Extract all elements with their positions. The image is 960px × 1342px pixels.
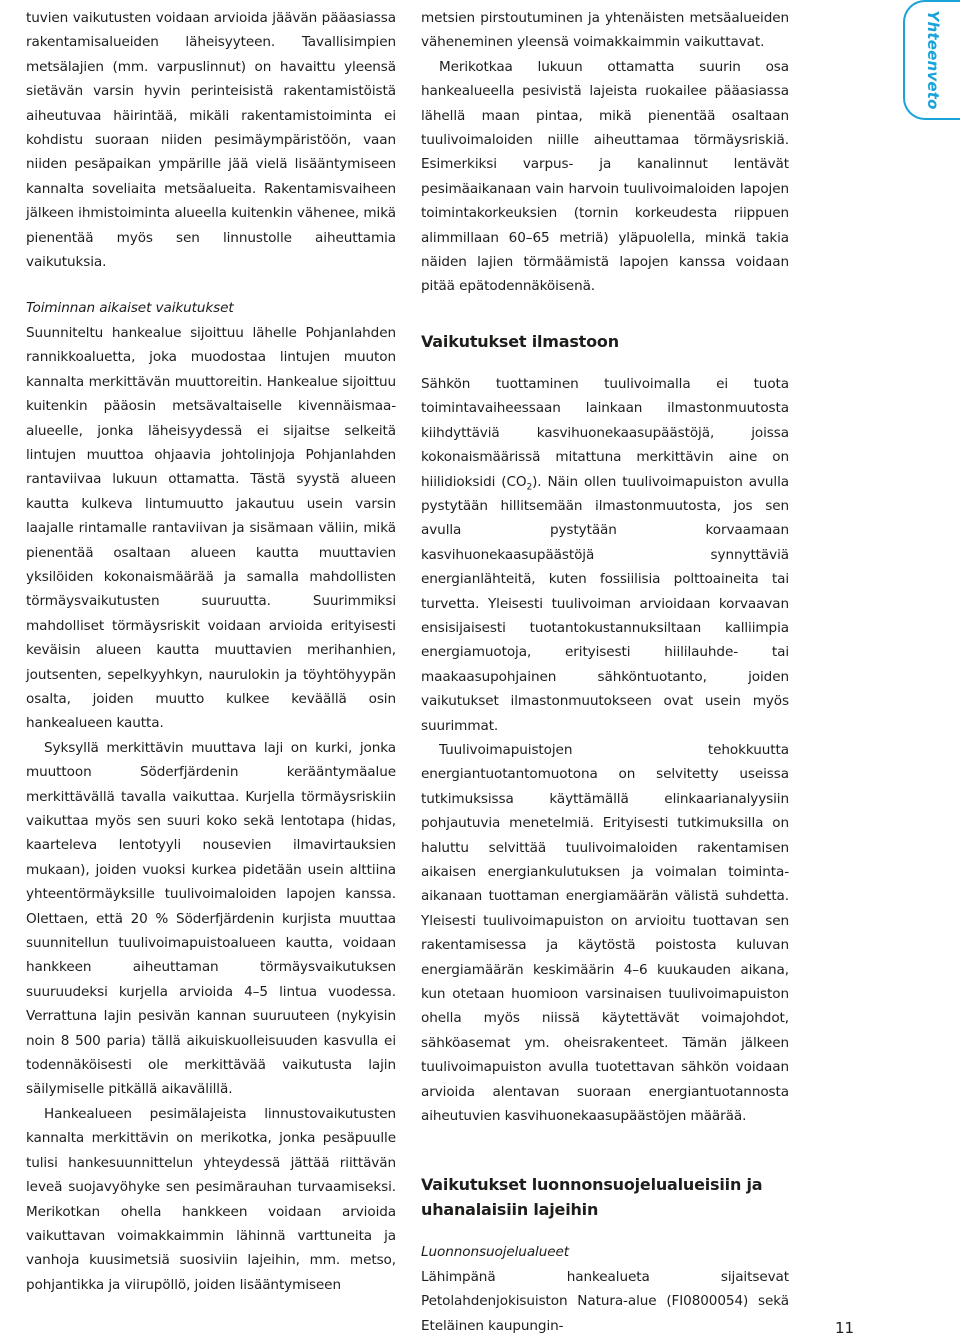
section-heading: Vaikutukset ilmastoon: [421, 331, 619, 351]
paragraph-text: Sähkön tuottaminen tuulivoimalla ei tuota toimintavaiheessaan lainkaan ilmastonmuutosta kiihdyttäviä kasvihuonekaasupäästöjä, joissa kokonaismäärissä mitattuna merkittävin aine on hiilidioksidi (CO: [421, 375, 789, 490]
paragraph: [421, 372, 789, 738]
paragraph: Hankealueen pesimälajeista linnustovaikutusten kannalta merkittävin on merikotka, jonka pesäpuulle tulisi hankesuunnittelun yhteydessä jättää riittävän leveä suojavyöhyke sen pesimärauhan turvaamiseksi. Merikotkan ohella hankkeen voidaan arvioida vaikuttavan voimakkaimmin lähinnä varttuneita ja vanhoja kuusimetsiä suosiviin lajeihin, mm. metso, pohjantikka ja viirupöllö, joiden lisääntymiseen: [26, 1105, 396, 1293]
section-tab-yhteenveto[interactable]: [903, 0, 960, 120]
paragraph: Suunniteltu hankealue sijoittuu lähelle Pohjanlahden rannikkoaluetta, joka muodostaa lintujen muuton kannalta merkittävän muuttoreitin. Hankealue sijoittuu kuitenkin pääosin metsävaltaiselle kivennäismaa-alueelle, jonka läheisyydessä ei sijaitse selkeitä lintujen muuttoa ohjaavia johtolinjoja Pohjanlahden rantaviivaa lukuun ottamatta. Tästä syystä alueen kautta kulkeva lintumuutto jakautuu usein varsin laajalle rintamalle rantaviivan ja sisämaan väliin, mikä pienentää osaltaan alueen kautta muuttavien yksilöiden kokonaismäärää ja samalla mahdollisten törmäysvaikutusten suuruutta. Suurimmiksi mahdolliset törmäysriskit voidaan arvioida erityisesti keväisin alueen kautta muuttavien merihanhien, joutsenten, sepelkyyhkyn, naurulokin ja töyhtöhyypän osalta, joiden muutto kulkee keväällä osin hankealueen kautta.: [26, 324, 396, 732]
paragraph: Merikotkaa lukuun ottamatta suurin osa hankealueella pesivistä lajeista ruokailee pääasiassa lähellä maan pintaa, mikä pienentää osaltaan tuulivoimaloiden niille aiheuttamaa törmäysriskiä. Esimerkiksi varpus- ja kanalinnut lentävät pesimäaikanaan vain harvoin tuulivoimaloiden lapojen toimintakorkeuksien (tornin korkeudesta riippuen alimmillaan 60–65 metriä) yläpuolella, minkä takia näiden lajien törmäämistä lapojen kanssa voidaan pitää epätodennäköisenä.: [421, 58, 789, 295]
left-column: [26, 6, 396, 1297]
sub-heading: Luonnonsuojelualueet: [421, 1244, 569, 1261]
section-tab-label: Yhteenveto: [923, 10, 942, 110]
paragraph: Tuulivoimapuistojen tehokkuutta energiantuotantomuotona on selvitetty useissa tutkimuksissa käyttämällä elinkaarianalyysiin pohjautuvia menetelmiä. Erityisesti tutkimuksilla on haluttu selvittää tuulivoimaloiden rakentamisen aikaisen energiankulutuksen ja voimalan toiminta-aikanaan tuottaman energiamäärän välistä suhdetta. Yleisesti tuulivoimapuiston on arvioitu tuottavan sen rakentamisessa ja käytöstä poistosta kuluvan energiamäärän keskimäärin 4–6 kuukauden aikana, kun otetaan huomioon varsinaisen tuulivoimapuiston ohella myös niissä käytettävät voimajohdot, sähköasemat ym. oheisrakenteet. Tämän jälkeen tuulivoimapuiston avulla tuotettavan sähkön voidaan arvioida alentavan suoraan energiantuotannosta aiheutuvien kasvihuonekaasupäästöjen määrää.: [421, 741, 789, 1125]
page-number: 11: [835, 1319, 855, 1337]
section-heading: Vaikutukset luonnonsuojelualueisiin ja uhanalaisiin lajeihin: [421, 1175, 763, 1220]
paragraph: tuvien vaikutusten voidaan arvioida jäävän pääasiassa rakentamisalueiden läheisyyteen. Tavallisimpien metsälajien (mm. varpuslinnut) on havaittu yleensä sietävän varsin hyvin perinteisistä rakentamistöistä aiheutuvaa häirintää, mikäli rakentamistoiminta ei kohdistu suoraan niiden pesimäympäristöön, vaan niiden pesäpaikan ympärille jää vielä lisääntymiseen kannalta soveliaita metsäalueita. Rakentamisvaiheen jälkeen ihmistoiminta alueella kuitenkin vähenee, mikä pienentää myös sen linnustolle aiheuttamia vaikutuksia.: [26, 10, 396, 271]
right-column: [421, 6, 789, 1338]
paragraph: metsien pirstoutuminen ja yhtenäisten metsäalueiden väheneminen yleensä voimakkaimmin vaikuttavat.: [421, 10, 789, 51]
paragraph: Lähimpänä hankealueta sijaitsevat Petolahdenjokisuiston Natura-alue (FI0800054) sekä Eteläinen kaupungin-: [421, 1268, 789, 1334]
paragraph-text: ). Näin ollen tuulivoimapuiston avulla pystytään hillitsemään ilmastonmuutosta, jos sen avulla pystytään korvaamaan kasvihuonekaasupäästöjä synnyttäviä energianlähteitä, kuten fossiilisia polttoaineita tai turvetta. Yleisesti tuulivoiman arvioidaan korvaavan ensisijaisesti tuotantokustannuksiltaan kalliimpia energiamuotoja, erityisesti hiililauhde- tai maakaasupohjainen sähköntuotanto, joiden vaikutukset ilmastonmuutokseen ovat usein myös suurimmat.: [421, 473, 789, 734]
sub-heading: Toiminnan aikaiset vaikutukset: [26, 300, 234, 317]
paragraph: Syksyllä merkittävin muuttava laji on kurki, jonka muuttoon Söderfjärdenin kerääntymäalue merkittävällä tavalla vaikuttaa. Kurjella törmäysriskiin vaikuttaa myös sen suuri koko sekä lentotapa (hidas, kaarteleva lentotyyli nousevien ilmavirtauksien mukaan), joiden vuoksi kurkea pidetään usein alttiina yhteentörmäyksille tuulivoimaloiden lapojen kanssa. Olettaen, että 20 % Söderfjärdenin kurjista muuttaa suunnitellun tuulivoimapuistoalueen kautta, voidaan hankkeen aiheuttaman törmäysvaikutuksen suuruudeksi kurjella arvioida 4–5 lintua vuodessa. Verrattuna lajin pesivän kannan suuruuteen (nykyisin noin 8 500 paria) tällä aikuiskuolleisuuden kasvulla ei todennäköisesti ole merkittävää vaikutusta lajin säilymiselle pitkällä aikavälillä.: [26, 739, 396, 1098]
subscript: 2: [526, 482, 533, 493]
